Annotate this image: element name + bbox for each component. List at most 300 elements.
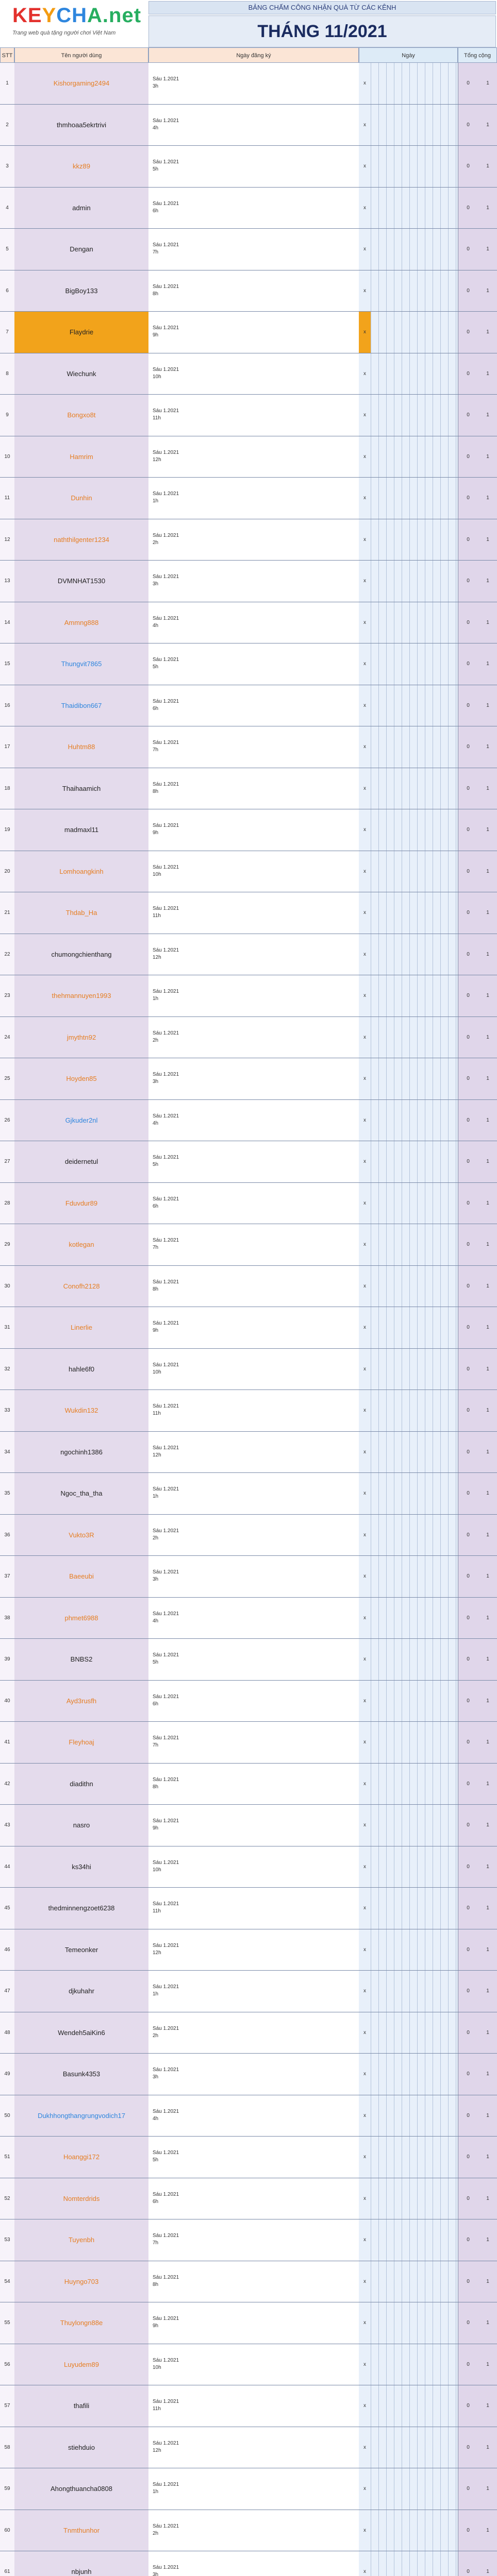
- username-cell[interactable]: deidernetul: [14, 1141, 149, 1182]
- day-cell[interactable]: [402, 270, 410, 312]
- username-cell[interactable]: Thuylongn88e: [14, 2302, 149, 2344]
- day-cell[interactable]: [418, 1971, 425, 2012]
- day-cell[interactable]: [441, 1722, 449, 1763]
- username-cell[interactable]: diadithn: [14, 1764, 149, 1805]
- day-cell[interactable]: [371, 768, 379, 809]
- day-cell[interactable]: [441, 312, 449, 353]
- day-cell[interactable]: [394, 1515, 402, 1556]
- day-cell[interactable]: x: [359, 2054, 371, 2095]
- day-cell[interactable]: [379, 105, 387, 146]
- date-cell[interactable]: [148, 768, 359, 809]
- day-cell[interactable]: [387, 2427, 394, 2468]
- day-cell[interactable]: [410, 809, 418, 851]
- day-cell[interactable]: [433, 1722, 441, 1763]
- day-cell[interactable]: x: [359, 353, 371, 395]
- day-cell[interactable]: [441, 2219, 449, 2261]
- date-cell[interactable]: [148, 809, 359, 851]
- day-cell[interactable]: [418, 1390, 425, 1431]
- day-cell[interactable]: [425, 270, 433, 312]
- date-cell[interactable]: [148, 1266, 359, 1307]
- day-cell[interactable]: [449, 1888, 456, 1929]
- day-cell[interactable]: [449, 1515, 456, 1556]
- day-cell[interactable]: [441, 809, 449, 851]
- day-cell[interactable]: [425, 1349, 433, 1390]
- day-cell[interactable]: [379, 2468, 387, 2510]
- day-cell[interactable]: [410, 229, 418, 270]
- day-cell[interactable]: [449, 1432, 456, 1473]
- day-cell[interactable]: [379, 934, 387, 975]
- day-cell[interactable]: [394, 2261, 402, 2302]
- username-cell[interactable]: Temeonker: [14, 1929, 149, 1971]
- date-cell[interactable]: [148, 602, 359, 643]
- day-cell[interactable]: [371, 1764, 379, 1805]
- table-row[interactable]: [0, 2385, 497, 2427]
- day-cell[interactable]: [387, 312, 394, 353]
- day-cell[interactable]: [449, 188, 456, 229]
- day-cell[interactable]: [387, 1307, 394, 1348]
- day-cell[interactable]: [410, 2510, 418, 2551]
- day-cell[interactable]: [425, 1100, 433, 1141]
- day-cell[interactable]: [394, 2178, 402, 2219]
- day-cell[interactable]: [371, 726, 379, 768]
- username-cell[interactable]: stiehduio: [14, 2427, 149, 2468]
- day-cell[interactable]: [418, 892, 425, 934]
- day-cell[interactable]: [402, 934, 410, 975]
- table-row[interactable]: [0, 1183, 497, 1225]
- day-cell[interactable]: [379, 561, 387, 602]
- day-cell[interactable]: x: [359, 2178, 371, 2219]
- day-cell[interactable]: [379, 229, 387, 270]
- day-cell[interactable]: [394, 1307, 402, 1348]
- table-row[interactable]: [0, 934, 497, 976]
- day-cell[interactable]: [387, 1971, 394, 2012]
- day-cell[interactable]: [410, 1639, 418, 1680]
- day-cell[interactable]: [433, 229, 441, 270]
- day-cell[interactable]: [425, 726, 433, 768]
- date-cell[interactable]: [148, 2219, 359, 2261]
- day-cell[interactable]: [371, 2178, 379, 2219]
- day-cell[interactable]: [449, 1681, 456, 1722]
- day-cell[interactable]: [441, 2054, 449, 2095]
- day-cell[interactable]: [425, 353, 433, 395]
- day-cell[interactable]: [433, 2178, 441, 2219]
- username-cell[interactable]: admin: [14, 188, 149, 229]
- day-cell[interactable]: x: [359, 1390, 371, 1431]
- day-cell[interactable]: [418, 1639, 425, 1680]
- day-cell[interactable]: [449, 2178, 456, 2219]
- day-cell[interactable]: [425, 1307, 433, 1348]
- day-cell[interactable]: [433, 561, 441, 602]
- day-cell[interactable]: [402, 1764, 410, 1805]
- day-cell[interactable]: [410, 726, 418, 768]
- day-cell[interactable]: [379, 395, 387, 436]
- day-cell[interactable]: [402, 2219, 410, 2261]
- day-cell[interactable]: [441, 519, 449, 561]
- day-cell[interactable]: [379, 1681, 387, 1722]
- day-cell[interactable]: [449, 1971, 456, 2012]
- day-cell[interactable]: [387, 146, 394, 187]
- day-cell[interactable]: [379, 1473, 387, 1514]
- day-cell[interactable]: [371, 1556, 379, 1597]
- day-cell[interactable]: [425, 851, 433, 892]
- username-cell[interactable]: Thungvit7865: [14, 643, 149, 685]
- day-cell[interactable]: [394, 934, 402, 975]
- day-cell[interactable]: [441, 1929, 449, 1971]
- day-cell[interactable]: [387, 1764, 394, 1805]
- day-cell[interactable]: [425, 519, 433, 561]
- username-cell[interactable]: naththilgenter1234: [14, 519, 149, 561]
- day-cell[interactable]: [433, 1598, 441, 1639]
- day-cell[interactable]: [387, 2261, 394, 2302]
- day-cell[interactable]: x: [359, 1224, 371, 1265]
- day-cell[interactable]: [418, 436, 425, 478]
- day-cell[interactable]: [433, 1224, 441, 1265]
- username-cell[interactable]: thedminnengzoet6238: [14, 1888, 149, 1929]
- day-cell[interactable]: [410, 1846, 418, 1888]
- day-cell[interactable]: [449, 436, 456, 478]
- day-cell[interactable]: [418, 726, 425, 768]
- day-cell[interactable]: [441, 2302, 449, 2344]
- day-cell[interactable]: [449, 2551, 456, 2576]
- table-row[interactable]: [0, 1432, 497, 1473]
- day-cell[interactable]: x: [359, 270, 371, 312]
- day-cell[interactable]: [394, 2510, 402, 2551]
- day-cell[interactable]: [449, 478, 456, 519]
- day-cell[interactable]: [387, 270, 394, 312]
- day-cell[interactable]: [449, 229, 456, 270]
- day-cell[interactable]: [394, 270, 402, 312]
- day-cell[interactable]: [418, 1473, 425, 1514]
- day-cell[interactable]: [371, 1141, 379, 1182]
- table-row[interactable]: [0, 2219, 497, 2261]
- date-cell[interactable]: [148, 1639, 359, 1680]
- day-cell[interactable]: [425, 63, 433, 104]
- day-cell[interactable]: [371, 2468, 379, 2510]
- day-cell[interactable]: x: [359, 1349, 371, 1390]
- day-cell[interactable]: [402, 1224, 410, 1265]
- day-cell[interactable]: [433, 1100, 441, 1141]
- day-cell[interactable]: [402, 1183, 410, 1224]
- table-row[interactable]: [0, 353, 497, 395]
- day-cell[interactable]: [425, 478, 433, 519]
- day-cell[interactable]: [402, 2012, 410, 2054]
- day-cell[interactable]: [402, 2510, 410, 2551]
- day-cell[interactable]: [410, 1141, 418, 1182]
- day-cell[interactable]: [387, 2344, 394, 2385]
- day-cell[interactable]: [394, 2344, 402, 2385]
- day-cell[interactable]: x: [359, 1971, 371, 2012]
- day-cell[interactable]: [402, 436, 410, 478]
- day-cell[interactable]: [379, 2178, 387, 2219]
- day-cell[interactable]: [394, 602, 402, 643]
- date-cell[interactable]: [148, 188, 359, 229]
- username-cell[interactable]: Lomhoangkinh: [14, 851, 149, 892]
- day-cell[interactable]: [433, 934, 441, 975]
- day-cell[interactable]: [425, 1971, 433, 2012]
- table-row[interactable]: [0, 892, 497, 934]
- table-row[interactable]: [0, 1390, 497, 1432]
- day-cell[interactable]: x: [359, 1764, 371, 1805]
- day-cell[interactable]: [433, 1141, 441, 1182]
- day-cell[interactable]: [449, 1141, 456, 1182]
- username-cell[interactable]: Flaydrie: [14, 312, 149, 353]
- day-cell[interactable]: x: [359, 1432, 371, 1473]
- day-cell[interactable]: x: [359, 519, 371, 561]
- day-cell[interactable]: [418, 2012, 425, 2054]
- day-cell[interactable]: [410, 1598, 418, 1639]
- username-cell[interactable]: Fduvdur89: [14, 1183, 149, 1224]
- day-cell[interactable]: [371, 1100, 379, 1141]
- day-cell[interactable]: [387, 1100, 394, 1141]
- day-cell[interactable]: [379, 726, 387, 768]
- day-cell[interactable]: [371, 1598, 379, 1639]
- day-cell[interactable]: [433, 270, 441, 312]
- day-cell[interactable]: [371, 1971, 379, 2012]
- day-cell[interactable]: [441, 1141, 449, 1182]
- day-cell[interactable]: [402, 1929, 410, 1971]
- day-cell[interactable]: x: [359, 1058, 371, 1099]
- day-cell[interactable]: [433, 2427, 441, 2468]
- day-cell[interactable]: [387, 726, 394, 768]
- day-cell[interactable]: [425, 2178, 433, 2219]
- day-cell[interactable]: [410, 1971, 418, 2012]
- day-cell[interactable]: [387, 1473, 394, 1514]
- day-cell[interactable]: [418, 2302, 425, 2344]
- day-cell[interactable]: [379, 1515, 387, 1556]
- table-row[interactable]: [0, 395, 497, 436]
- day-cell[interactable]: [387, 685, 394, 726]
- day-cell[interactable]: [433, 1888, 441, 1929]
- day-cell[interactable]: [402, 188, 410, 229]
- day-cell[interactable]: [410, 975, 418, 1016]
- day-cell[interactable]: [425, 2385, 433, 2427]
- date-cell[interactable]: [148, 643, 359, 685]
- day-cell[interactable]: [387, 2012, 394, 2054]
- day-cell[interactable]: [394, 1764, 402, 1805]
- day-cell[interactable]: [433, 1639, 441, 1680]
- day-cell[interactable]: [379, 1307, 387, 1348]
- day-cell[interactable]: [441, 1888, 449, 1929]
- day-cell[interactable]: [379, 685, 387, 726]
- day-cell[interactable]: x: [359, 768, 371, 809]
- day-cell[interactable]: [371, 105, 379, 146]
- day-cell[interactable]: [418, 2344, 425, 2385]
- day-cell[interactable]: [387, 1598, 394, 1639]
- day-cell[interactable]: [394, 768, 402, 809]
- day-cell[interactable]: x: [359, 2219, 371, 2261]
- day-cell[interactable]: [418, 188, 425, 229]
- day-cell[interactable]: [410, 2178, 418, 2219]
- day-cell[interactable]: [379, 2095, 387, 2137]
- date-cell[interactable]: [148, 2137, 359, 2178]
- day-cell[interactable]: [379, 1639, 387, 1680]
- table-row[interactable]: [0, 1846, 497, 1888]
- username-cell[interactable]: BNBS2: [14, 1639, 149, 1680]
- day-cell[interactable]: [418, 809, 425, 851]
- username-cell[interactable]: Thdab_Ha: [14, 892, 149, 934]
- day-cell[interactable]: [410, 2137, 418, 2178]
- date-cell[interactable]: [148, 1598, 359, 1639]
- day-cell[interactable]: [402, 2261, 410, 2302]
- table-row[interactable]: [0, 1888, 497, 1929]
- day-cell[interactable]: [418, 2385, 425, 2427]
- date-cell[interactable]: [148, 1183, 359, 1224]
- date-cell[interactable]: [148, 1681, 359, 1722]
- day-cell[interactable]: [371, 1473, 379, 1514]
- day-cell[interactable]: [402, 685, 410, 726]
- day-cell[interactable]: [433, 1058, 441, 1099]
- table-row[interactable]: [0, 105, 497, 146]
- day-cell[interactable]: [418, 312, 425, 353]
- day-cell[interactable]: [418, 63, 425, 104]
- table-row[interactable]: [0, 1058, 497, 1100]
- day-cell[interactable]: [402, 726, 410, 768]
- day-cell[interactable]: [394, 1183, 402, 1224]
- table-row[interactable]: [0, 2551, 497, 2576]
- date-cell[interactable]: [148, 892, 359, 934]
- day-cell[interactable]: [425, 1681, 433, 1722]
- day-cell[interactable]: [371, 851, 379, 892]
- day-cell[interactable]: [402, 478, 410, 519]
- table-row[interactable]: [0, 2302, 497, 2344]
- day-cell[interactable]: [425, 934, 433, 975]
- day-cell[interactable]: [410, 602, 418, 643]
- day-cell[interactable]: [402, 2427, 410, 2468]
- day-cell[interactable]: [371, 2510, 379, 2551]
- username-cell[interactable]: thafili: [14, 2385, 149, 2427]
- date-cell[interactable]: [148, 1888, 359, 1929]
- table-row[interactable]: [0, 2137, 497, 2178]
- day-cell[interactable]: [433, 2302, 441, 2344]
- day-cell[interactable]: [410, 353, 418, 395]
- day-cell[interactable]: [394, 851, 402, 892]
- day-cell[interactable]: [379, 1888, 387, 1929]
- date-cell[interactable]: [148, 2385, 359, 2427]
- day-cell[interactable]: [379, 2261, 387, 2302]
- day-cell[interactable]: [449, 1183, 456, 1224]
- day-cell[interactable]: [449, 1017, 456, 1058]
- username-cell[interactable]: nbjunh: [14, 2551, 149, 2576]
- day-cell[interactable]: [371, 2427, 379, 2468]
- day-cell[interactable]: [402, 2468, 410, 2510]
- day-cell[interactable]: [394, 1224, 402, 1265]
- day-cell[interactable]: [402, 519, 410, 561]
- day-cell[interactable]: [425, 1888, 433, 1929]
- day-cell[interactable]: [402, 1266, 410, 1307]
- username-cell[interactable]: chumongchienthang: [14, 934, 149, 975]
- day-cell[interactable]: [449, 519, 456, 561]
- date-cell[interactable]: [148, 1971, 359, 2012]
- day-cell[interactable]: x: [359, 395, 371, 436]
- day-cell[interactable]: [402, 2137, 410, 2178]
- day-cell[interactable]: [387, 2219, 394, 2261]
- day-cell[interactable]: [379, 1390, 387, 1431]
- day-cell[interactable]: [449, 146, 456, 187]
- username-cell[interactable]: phmet6988: [14, 1598, 149, 1639]
- day-cell[interactable]: [449, 851, 456, 892]
- day-cell[interactable]: [371, 1307, 379, 1348]
- table-row[interactable]: [0, 1598, 497, 1639]
- day-cell[interactable]: [441, 270, 449, 312]
- table-row[interactable]: [0, 1515, 497, 1556]
- day-cell[interactable]: [418, 1266, 425, 1307]
- day-cell[interactable]: [402, 1598, 410, 1639]
- day-cell[interactable]: [387, 1515, 394, 1556]
- day-cell[interactable]: [433, 685, 441, 726]
- day-cell[interactable]: [418, 1141, 425, 1182]
- day-cell[interactable]: [387, 436, 394, 478]
- day-cell[interactable]: [402, 2385, 410, 2427]
- day-cell[interactable]: [379, 1100, 387, 1141]
- day-cell[interactable]: [371, 1515, 379, 1556]
- date-cell[interactable]: [148, 975, 359, 1016]
- day-cell[interactable]: [402, 1888, 410, 1929]
- day-cell[interactable]: x: [359, 1722, 371, 1763]
- username-cell[interactable]: Dunhin: [14, 478, 149, 519]
- day-cell[interactable]: [425, 643, 433, 685]
- date-cell[interactable]: [148, 1764, 359, 1805]
- day-cell[interactable]: [371, 436, 379, 478]
- day-cell[interactable]: [410, 2012, 418, 2054]
- username-cell[interactable]: hahle6f0: [14, 1349, 149, 1390]
- day-cell[interactable]: [449, 1929, 456, 1971]
- day-cell[interactable]: [387, 809, 394, 851]
- day-cell[interactable]: x: [359, 1515, 371, 1556]
- day-cell[interactable]: [433, 2219, 441, 2261]
- day-cell[interactable]: [402, 1681, 410, 1722]
- day-cell[interactable]: [433, 353, 441, 395]
- day-cell[interactable]: [425, 2095, 433, 2137]
- day-cell[interactable]: [402, 2302, 410, 2344]
- day-cell[interactable]: [387, 1888, 394, 1929]
- table-row[interactable]: [0, 270, 497, 312]
- username-cell[interactable]: madmaxl11: [14, 809, 149, 851]
- day-cell[interactable]: [449, 1722, 456, 1763]
- day-cell[interactable]: [433, 1971, 441, 2012]
- day-cell[interactable]: [371, 1681, 379, 1722]
- day-cell[interactable]: [394, 809, 402, 851]
- username-cell[interactable]: Ammng888: [14, 602, 149, 643]
- day-cell[interactable]: [433, 1473, 441, 1514]
- username-cell[interactable]: Linerlie: [14, 1307, 149, 1348]
- day-cell[interactable]: [449, 1639, 456, 1680]
- day-cell[interactable]: [387, 478, 394, 519]
- day-cell[interactable]: [379, 1846, 387, 1888]
- day-cell[interactable]: [371, 1390, 379, 1431]
- day-cell[interactable]: [441, 1058, 449, 1099]
- day-cell[interactable]: x: [359, 478, 371, 519]
- day-cell[interactable]: [371, 270, 379, 312]
- day-cell[interactable]: [418, 2095, 425, 2137]
- day-cell[interactable]: [387, 1266, 394, 1307]
- day-cell[interactable]: [379, 1183, 387, 1224]
- day-cell[interactable]: x: [359, 105, 371, 146]
- day-cell[interactable]: [441, 643, 449, 685]
- day-cell[interactable]: [449, 602, 456, 643]
- table-row[interactable]: [0, 2427, 497, 2469]
- day-cell[interactable]: [418, 1722, 425, 1763]
- day-cell[interactable]: [371, 1805, 379, 1846]
- day-cell[interactable]: [410, 1183, 418, 1224]
- day-cell[interactable]: [410, 1100, 418, 1141]
- day-cell[interactable]: [402, 975, 410, 1016]
- date-cell[interactable]: [148, 1100, 359, 1141]
- day-cell[interactable]: [410, 478, 418, 519]
- username-cell[interactable]: Dengan: [14, 229, 149, 270]
- day-cell[interactable]: [371, 2261, 379, 2302]
- day-cell[interactable]: x: [359, 146, 371, 187]
- day-cell[interactable]: [402, 1141, 410, 1182]
